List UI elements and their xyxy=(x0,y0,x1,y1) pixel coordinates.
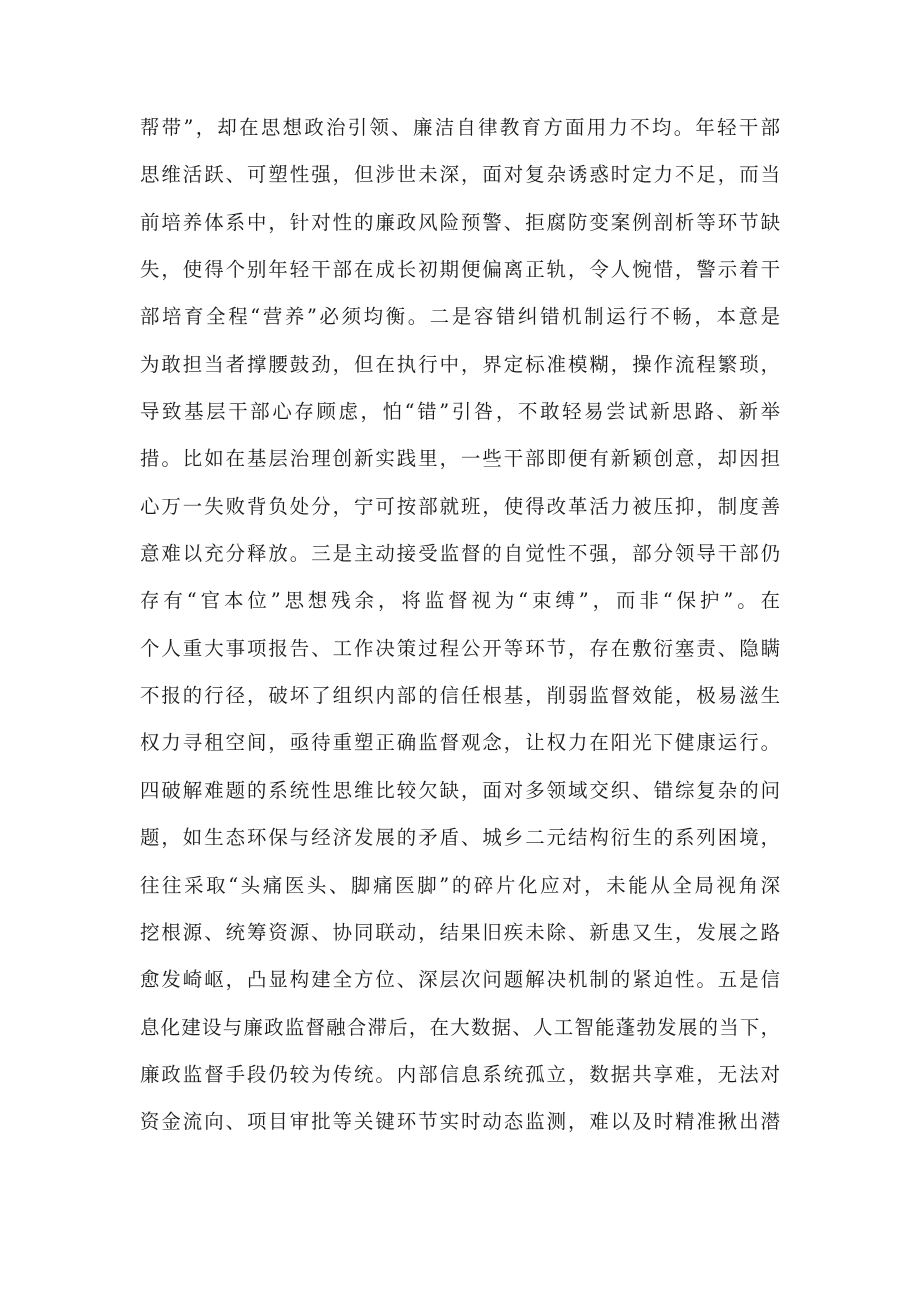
text-line: 前培养体系中，针对性的廉政风险预警、拒腐防变案例剖析等环节缺 xyxy=(140,210,780,234)
text-line: 思维活跃、可塑性强，但涉世未深，面对复杂诱惑时定力不足，而当 xyxy=(140,163,780,187)
text-line: 权力寻租空间，亟待重塑正确监督观念，让权力在阳光下健康运行。 xyxy=(140,731,780,755)
text-line: 措。比如在基层治理创新实践里，一些干部即便有新颖创意，却因担 xyxy=(140,447,780,471)
text-line: 意难以充分释放。三是主动接受监督的自觉性不强，部分领导干部仍 xyxy=(140,542,780,566)
text-line: 息化建设与廉政监督融合滞后，在大数据、人工智能蓬勃发展的当下， xyxy=(140,1015,780,1039)
text-line: 资金流向、项目审批等关键环节实时动态监测，难以及时精准揪出潜 xyxy=(140,1110,780,1134)
text-line: 为敢担当者撑腰鼓劲，但在执行中，界定标准模糊，操作流程繁琐， xyxy=(140,352,780,376)
text-line: 廉政监督手段仍较为传统。内部信息系统孤立，数据共享难，无法对 xyxy=(140,1062,780,1086)
text-line: 不报的行径，破坏了组织内部的信任根基，削弱监督效能，极易滋生 xyxy=(140,684,780,708)
text-line: 挖根源、统筹资源、协同联动，结果旧疾未除、新患又生，发展之路 xyxy=(140,920,780,944)
text-line: 题，如生态环保与经济发展的矛盾、城乡二元结构衍生的系列困境， xyxy=(140,826,780,850)
text-line: 存有“官本位”思想残余，将监督视为“束缚”，而非“保护”。在 xyxy=(140,589,780,613)
text-line: 导致基层干部心存顾虑，怕“错”引咎，不敢轻易尝试新思路、新举 xyxy=(140,400,780,424)
text-line: 四破解难题的系统性思维比较欠缺，面对多领域交织、错综复杂的问 xyxy=(140,778,780,802)
text-line: 往往采取“头痛医头、脚痛医脚”的碎片化应对，未能从全局视角深 xyxy=(140,873,780,897)
text-line: 部培育全程“营养”必须均衡。二是容错纠错机制运行不畅，本意是 xyxy=(140,305,780,329)
body-text xyxy=(140,104,780,1146)
text-line: 失，使得个别年轻干部在成长初期便偏离正轨，令人惋惜，警示着干 xyxy=(140,258,780,282)
text-line: 帮带”，却在思想政治引领、廉洁自律教育方面用力不均。年轻干部 xyxy=(140,116,780,139)
text-line: 个人重大事项报告、工作决策过程公开等环节，存在敷衍塞责、隐瞒 xyxy=(140,636,780,660)
text-line: 心万一失败背负处分，宁可按部就班，使得改革活力被压抑，制度善 xyxy=(140,494,780,518)
text-line: 愈发崎岖，凸显构建全方位、深层次问题解决机制的紧迫性。五是信 xyxy=(140,968,780,992)
